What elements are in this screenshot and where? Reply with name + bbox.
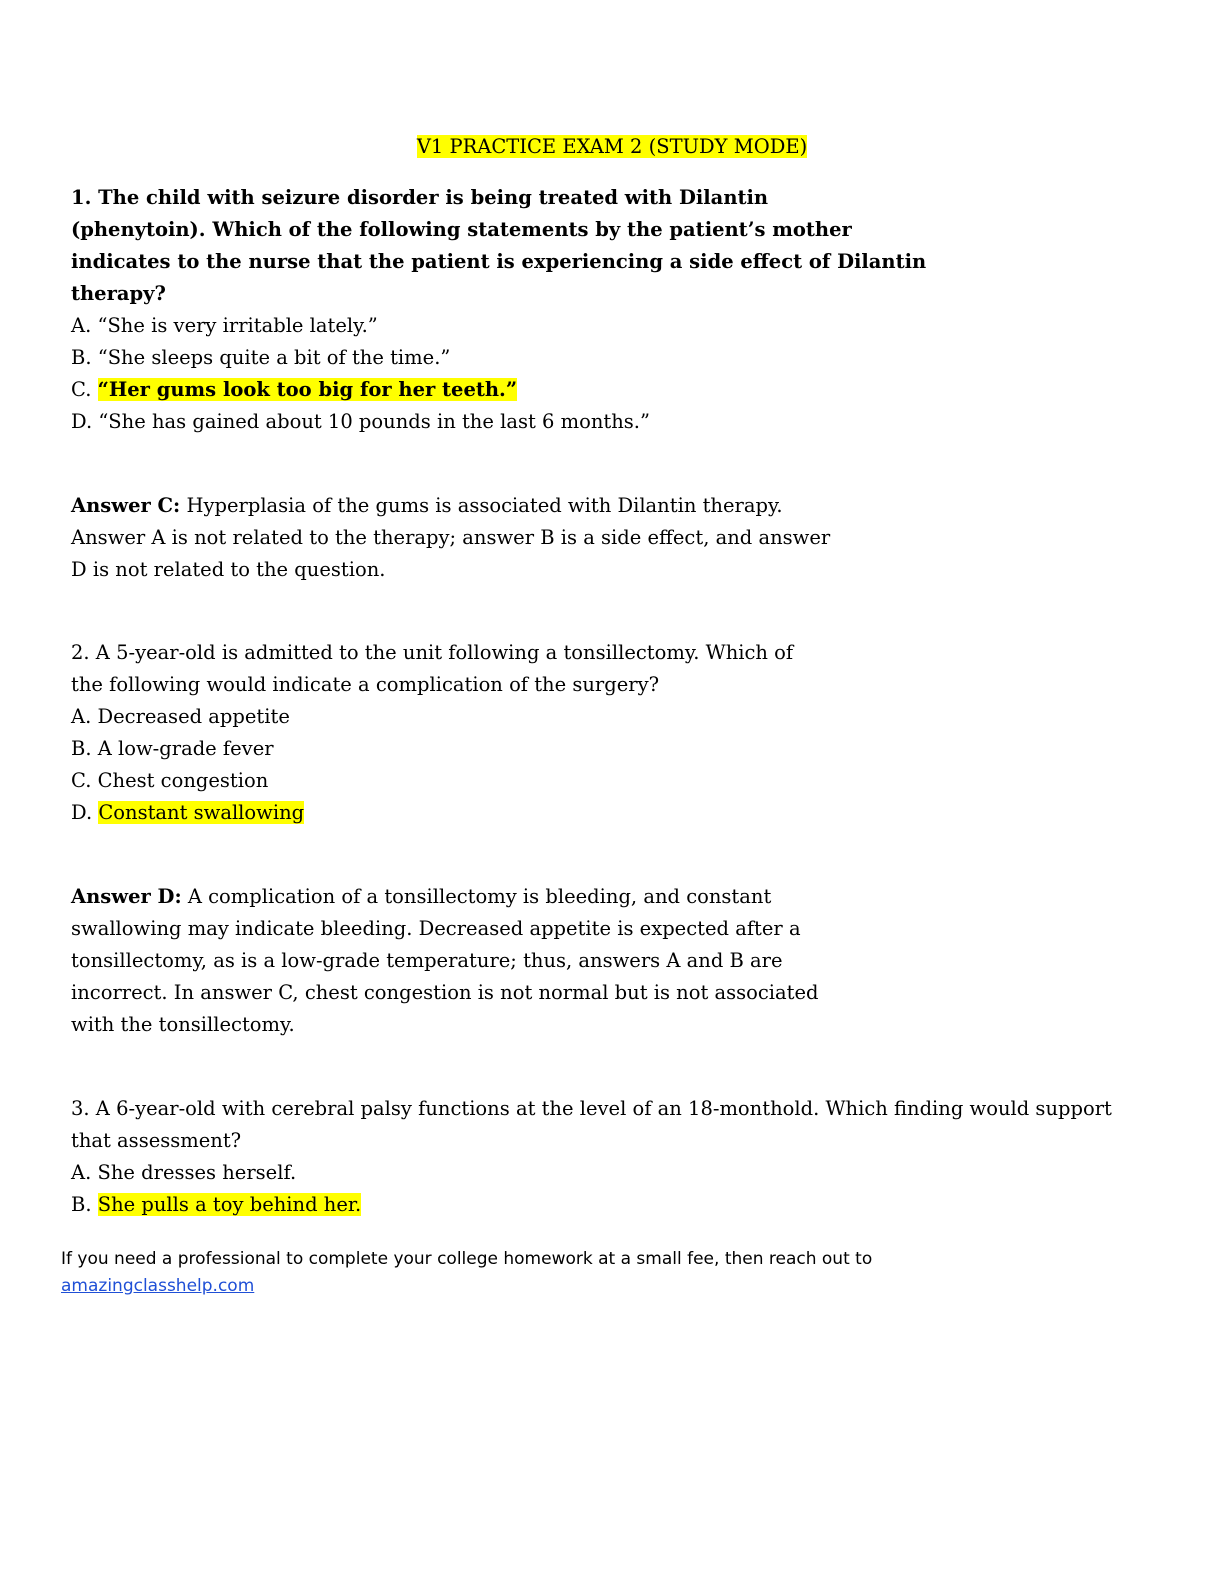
q3-stem-line-2: that assessment? <box>71 1129 242 1152</box>
exam-title-text: V1 PRACTICE EXAM 2 (STUDY MODE) <box>416 135 808 158</box>
q2-answer-line-5: with the tonsillectomy. <box>71 1013 295 1036</box>
q2-option-d-text: Constant swallowing <box>98 801 305 824</box>
q3-option-b-text: She pulls a toy behind her. <box>97 1193 362 1216</box>
q2-option-a: A. Decreased appetite <box>71 705 290 728</box>
q1-answer-label: Answer C: <box>71 494 181 517</box>
q2-answer-line-3: tonsillectomy, as is a low-grade temperature; thus, answers A and B are <box>71 949 783 972</box>
q2-answer-line-4: incorrect. In answer C, chest congestion is not normal but is not associated <box>71 981 819 1004</box>
q2-answer-text: A complication of a tonsillectomy is bleeding, and constant <box>181 885 772 908</box>
q1-answer-line-3: D is not related to the question. <box>71 558 386 581</box>
q1-answer-text: Hyperplasia of the gums is associated with Dilantin therapy. <box>180 494 783 517</box>
q1-option-a: A. “She is very irritable lately.” <box>71 314 378 337</box>
q1-option-c-prefix: C. <box>71 378 98 401</box>
q1-answer-line-1 <box>71 490 783 522</box>
q1-option-b: B. “She sleeps quite a bit of the time.” <box>71 346 451 369</box>
q2-option-d <box>71 797 304 829</box>
q1-stem-line-2: (phenytoin). Which of the following statements by the patient’s mother <box>71 218 852 241</box>
q1-stem-line-3: indicates to the nurse that the patient is experiencing a side effect of Dilantin <box>71 250 927 273</box>
q3-option-b-prefix: B. <box>71 1193 98 1216</box>
q1-answer-line-2: Answer A is not related to the therapy; answer B is a side effect, and answer <box>71 526 831 549</box>
q1-option-c <box>71 374 517 406</box>
q1-option-c-text: “Her gums look too big for her teeth.” <box>97 378 518 401</box>
q2-option-b: B. A low-grade fever <box>71 737 274 760</box>
q3-option-b <box>71 1189 361 1221</box>
q1-stem-line-1: 1. The child with seizure disorder is being treated with Dilantin <box>71 186 769 209</box>
q3-option-a: A. She dresses herself. <box>71 1161 297 1184</box>
q2-answer-line-2: swallowing may indicate bleeding. Decreased appetite is expected after a <box>71 917 801 940</box>
q2-answer-label: Answer D: <box>71 885 182 908</box>
q1-stem-line-4: therapy? <box>71 282 166 305</box>
q3-stem-line-1: 3. A 6-year-old with cerebral palsy functions at the level of an 18-monthold. Which finding would support <box>71 1097 1112 1120</box>
footer-note <box>61 1246 1061 1300</box>
footer-text: If you need a professional to complete your college homework at a small fee, then reach out to <box>61 1249 873 1269</box>
q2-stem-line-1: 2. A 5-year-old is admitted to the unit following a tonsillectomy. Which of <box>71 641 794 664</box>
q2-option-c: C. Chest congestion <box>71 769 269 792</box>
q2-stem-line-2: the following would indicate a complication of the surgery? <box>71 673 660 696</box>
q2-option-d-prefix: D. <box>71 801 99 824</box>
exam-title <box>0 132 1224 162</box>
q1-option-d: D. “She has gained about 10 pounds in the last 6 months.” <box>71 410 650 433</box>
footer-link[interactable]: amazingclasshelp.com <box>61 1276 255 1296</box>
q2-answer-line-1 <box>71 881 771 913</box>
